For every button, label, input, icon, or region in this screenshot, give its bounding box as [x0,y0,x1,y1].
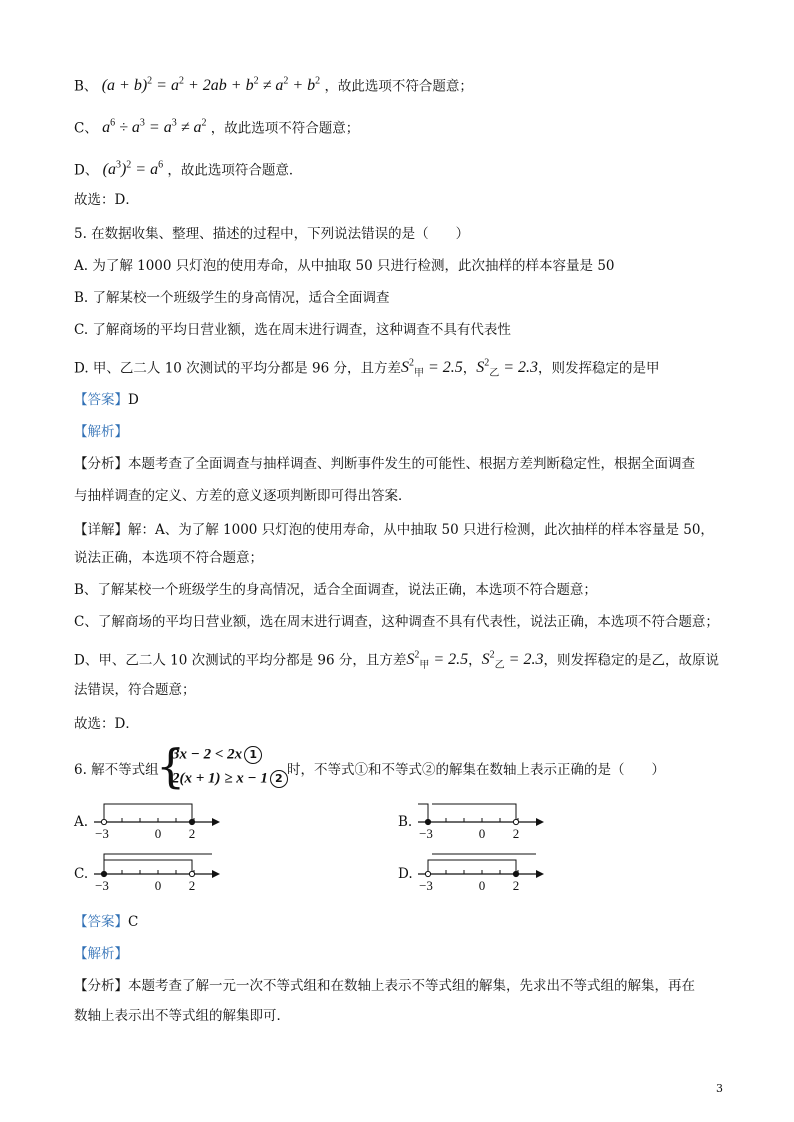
inequality-1: 3x − 2 < 2x 1 [172,746,262,764]
inequality-2: 2(x + 1) ≥ x − 1 2 [172,770,288,788]
xj5-tail: ，则发挥稳定的是乙，故原说 [543,652,719,669]
q6-option-b-label: B. [398,814,413,830]
axis-label: 0 [478,878,486,893]
fenxi-label-6: 【分析】 [74,978,128,994]
axis-arrow-icon [212,818,220,826]
q6-option-d-label: D. [398,866,413,882]
number-line-a [90,798,230,844]
fenxi-6-line1 [74,976,695,996]
q5-option-c: C. 了解商场的平均日营业额，选在周末进行调查，这种调查不具有代表性 [74,322,511,338]
number-line-b [414,798,554,844]
axis-label: 0 [154,826,162,841]
endpoint-left [425,819,430,824]
solution-ray [428,860,516,874]
q6-prefix: 6. 解不等式组 [74,762,159,778]
variance-yi-2: $S^2_乙 = 2.3$ [481,650,544,672]
analysis-label-6: 【解析】 [74,946,128,962]
xiangjie-5-line2: 说法正确，本选项不符合题意； [74,550,263,566]
text-b-tail: ，故此选项不符合题意； [324,78,473,95]
text-c-tail: ，故此选项不符合题意； [210,120,360,137]
variance-jia-2: $S^2_甲 = 2.5$ [406,650,469,672]
option-d-label: D、 [74,162,99,179]
axis-label: −3 [419,826,433,841]
fenxi-6-line2: 数轴上表示出不等式组的解集即可． [74,1008,290,1024]
axis-label: −3 [95,878,109,893]
q6-option-a-label: A. [74,814,89,830]
option-b-label: B、 [74,78,98,95]
answer-5 [74,390,139,410]
q5-option-b: B. 了解某校一个班级学生的身高情况，适合全面调查 [74,290,390,306]
solution-ray [104,860,192,874]
answer-6 [74,912,138,932]
line-b [74,72,473,96]
fenxi-5-line2: 与抽样调查的定义、方差的意义逐项判断即可得出答案． [74,488,412,504]
axis-label: 2 [188,826,196,841]
answer-value: D [128,392,139,408]
axis-arrow-icon [536,870,544,878]
answer-label-6: 【答案】 [74,914,128,930]
fenxi-label: 【分析】 [74,456,128,472]
xiangjie-text: 解：A、为了解 1000 只灯泡的使用寿命，从中抽取 50 只进行检测，此次抽样的样本容量是 50， [128,522,714,538]
fenxi-5-line1 [74,454,695,474]
q5d-comma: ， [462,360,477,377]
endpoint-right [189,819,194,824]
endpoint-right [513,819,518,824]
axis-label: 2 [512,826,520,841]
answer-label: 【答案】 [74,392,128,408]
xiangjie-label: 【详解】 [74,522,128,538]
solution-ray-2 [432,804,516,822]
endpoint-right [513,871,518,876]
axis-label: −3 [419,878,433,893]
line-d [74,156,302,180]
endpoint-left [425,871,430,876]
endpoint-left [101,819,106,824]
axis-arrow-icon [536,818,544,826]
axis-label: −3 [95,826,109,841]
xiangjie-5-line6: 法错误，符合题意； [74,682,196,698]
expr-d: $(a^3)^2 = a^6$ [102,160,164,179]
number-line-c [90,850,230,896]
question-5: 5. 在数据收集、整理、描述的过程中，下列说法错误的是（ ） [74,226,470,242]
text-d-tail: ，故此选项符合题意． [167,162,303,179]
select-line-2: 故选：D． [74,716,139,732]
expr-c: $a^6 \div a^3 = a^3 \ne a^2$ [102,118,207,137]
xiangjie-5-line5 [74,646,719,677]
option-c-label: C、 [74,120,98,137]
axis-label: 0 [478,826,486,841]
endpoint-right [189,871,194,876]
fenxi-text: 本题考查了全面调查与抽样调查、判断事件发生的可能性、根据方差判断稳定性，根据全面调查 [128,456,695,472]
q6-tail: 时，不等式①和不等式②的解集在数轴上表示正确的是（ ） [287,762,665,778]
variance-yi: $S^2_乙 = 2.3$ [476,358,539,380]
endpoint-left [101,871,106,876]
variance-jia: $S^2_甲 = 2.5$ [400,358,463,380]
axis-label: 2 [512,878,520,893]
axis-label: 0 [154,878,162,893]
number-line-d [414,850,554,896]
xiangjie-5-line4: C、了解商场的平均日营业额，选在周末进行调查，这种调查不具有代表性，说法正确，本选项不符合题意； [74,614,719,630]
q6-option-c-label: C. [74,866,89,882]
expr-b: $(a + b)^2 = a^2 + 2ab + b^2 \ne a^2 + b^2$ [101,76,321,95]
analysis-label-5: 【解析】 [74,424,128,440]
q5d-tail: ，则发挥稳定的是甲 [538,360,660,377]
page-number: 3 [716,1082,723,1095]
answer-value-6: C [128,914,139,930]
brace-icon: { [156,739,186,793]
xj5-comma: ， [468,652,482,669]
xiangjie-5-line1 [74,520,714,540]
solution-ray [104,804,192,822]
q5-option-a: A. 为了解 1000 只灯泡的使用寿命，从中抽取 50 只进行检测，此次抽样的样本容量是 50 [74,258,615,274]
axis-label: 2 [188,878,196,893]
xiangjie-5-line3: B、了解某校一个班级学生的身高情况，适合全面调查，说法正确，本选项不符合题意； [74,582,597,598]
line-c [74,114,359,138]
select-line-1: 故选：D． [74,192,139,208]
fenxi-6-text: 本题考查了解一元一次不等式组和在数轴上表示不等式组的解集，先求出不等式组的解集，再在 [128,978,695,994]
q5-option-d [74,354,660,385]
q5d-text: D. 甲、乙二人 10 次测试的平均分都是 96 分，且方差 [74,360,401,377]
axis-arrow-icon [212,870,220,878]
xj5-text: D、甲、乙二人 10 次测试的平均分都是 96 分，且方差 [74,652,407,669]
